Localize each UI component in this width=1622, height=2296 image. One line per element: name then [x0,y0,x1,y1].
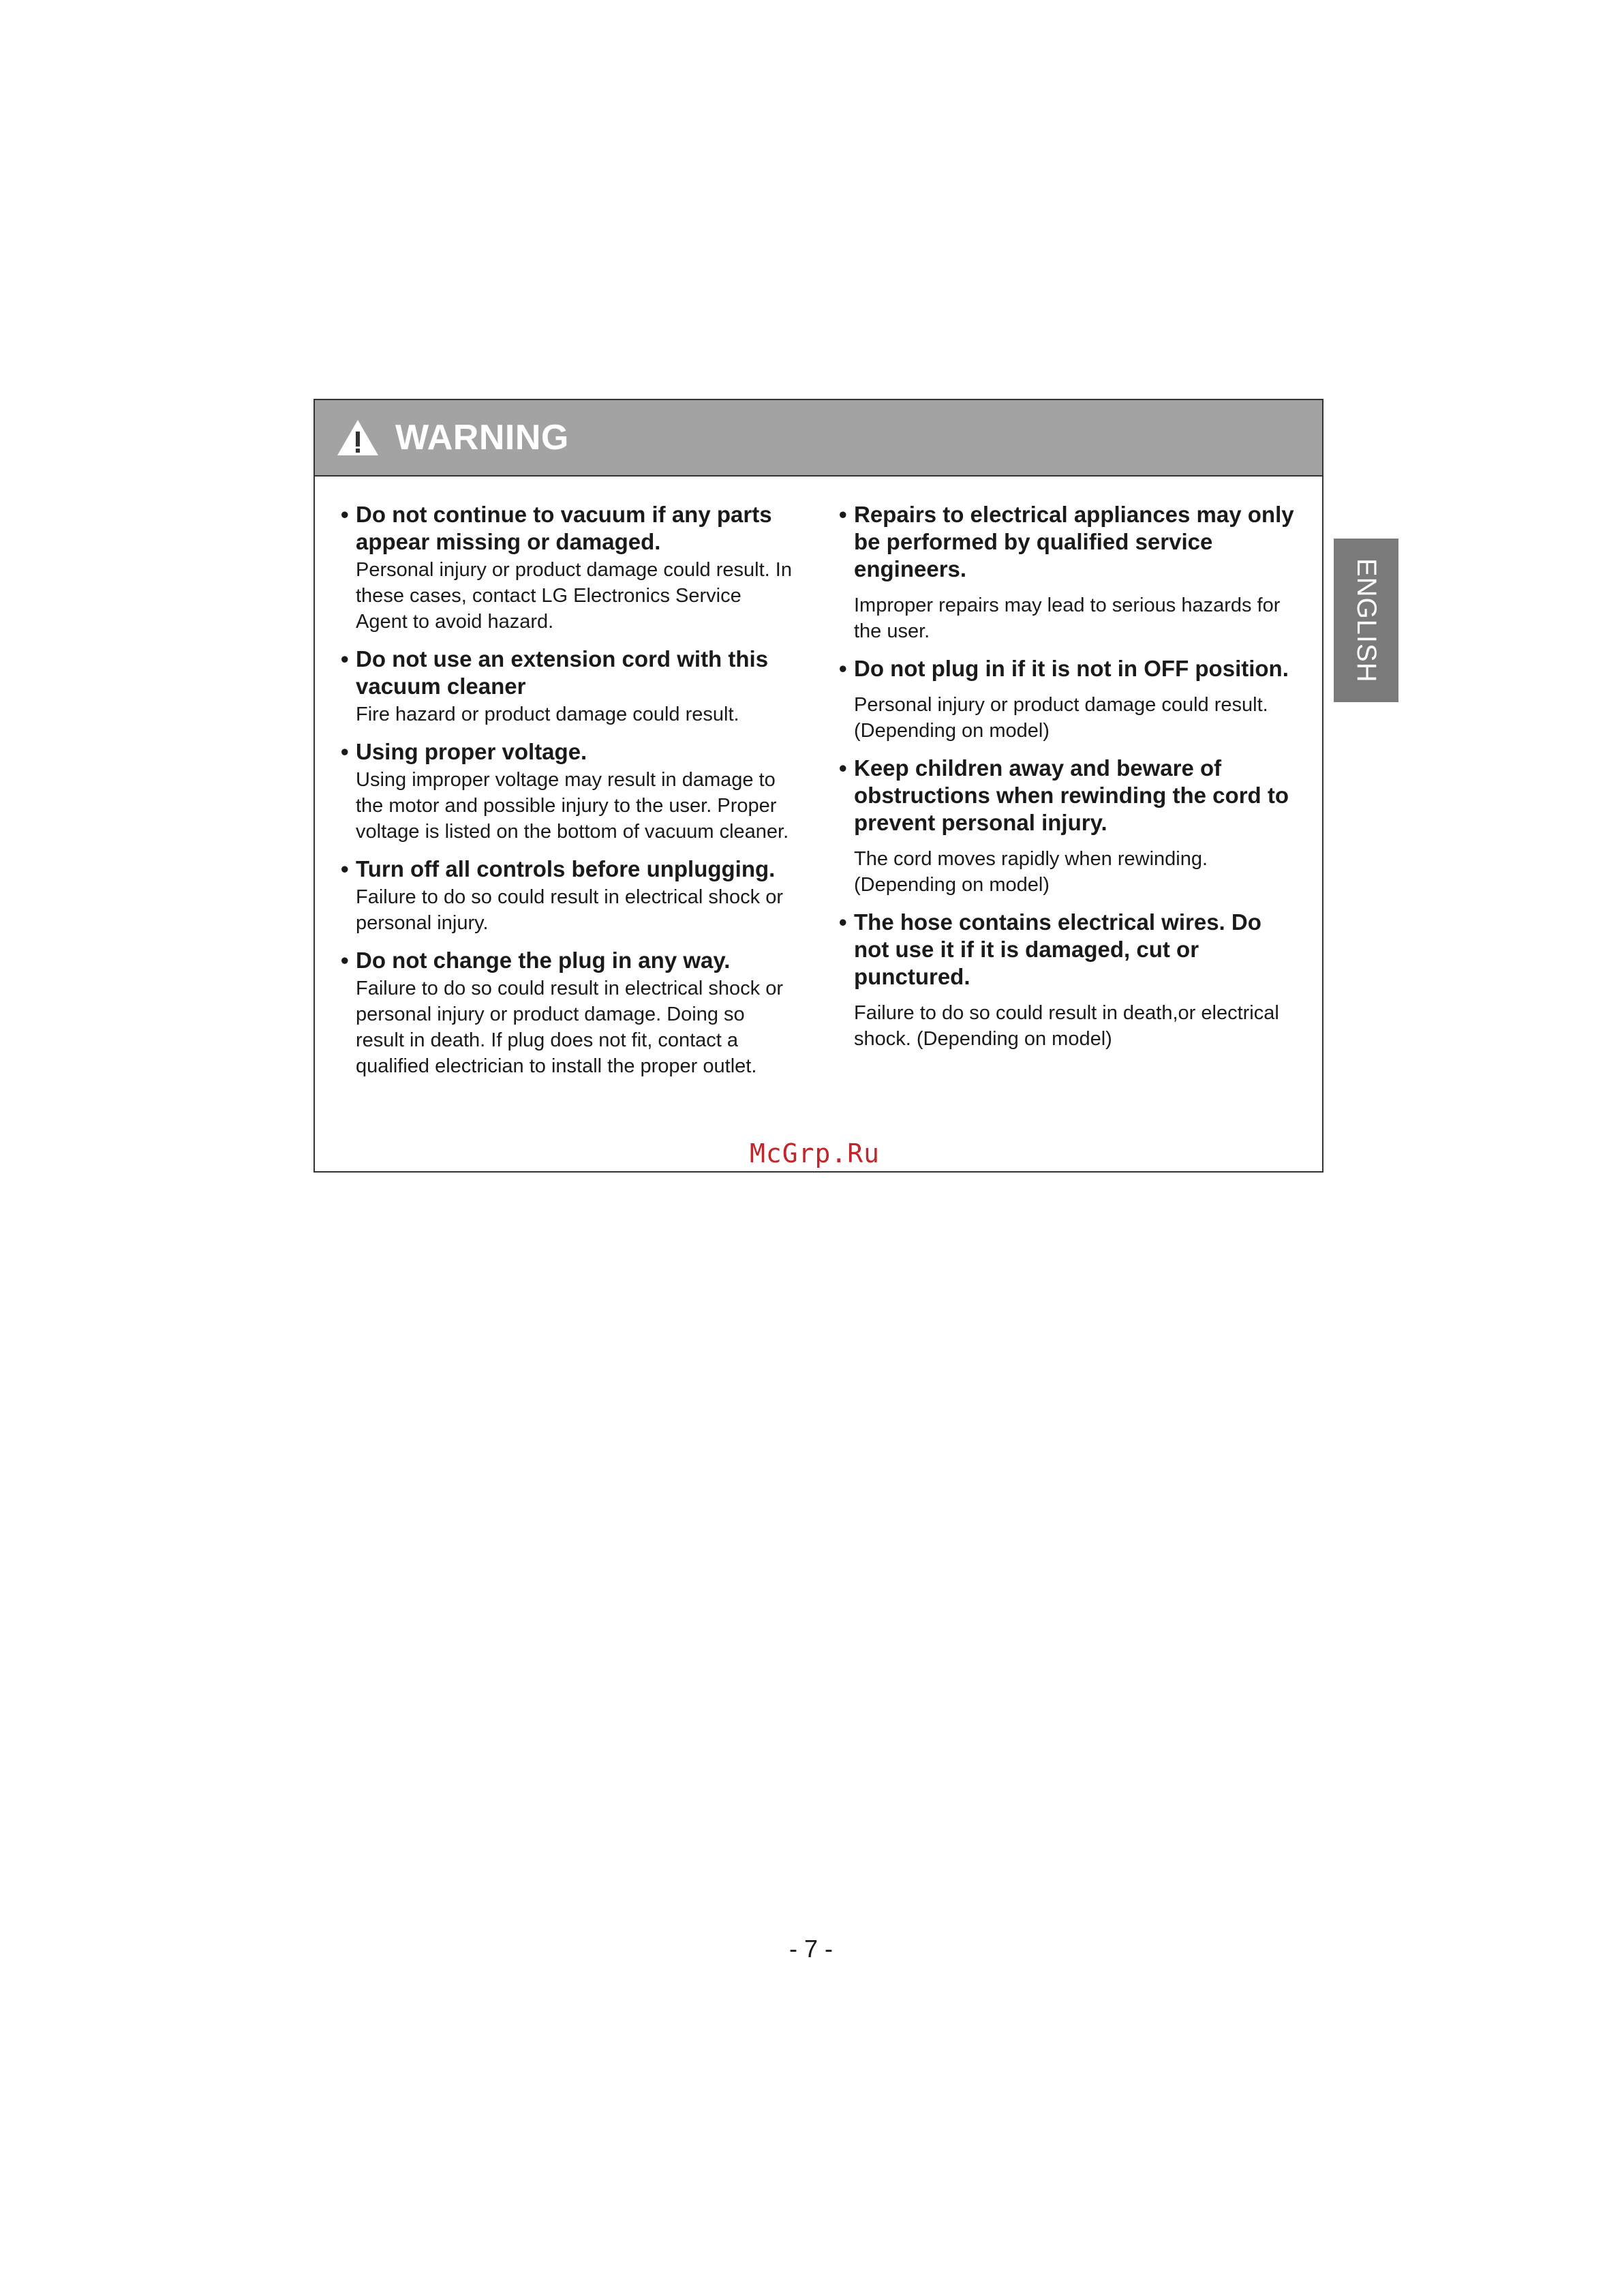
warning-title: WARNING [395,418,569,457]
warning-item-body: Failure to do so could result in electrical shock or personal injury. [356,886,784,934]
warning-item-body: Improper repairs may lead to serious hazards for the user. [854,594,1281,642]
watermark: McGrp.Ru [750,1138,881,1168]
warning-item-heading: • Keep children away and beware of obstructions when rewinding the cord to prevent personal injury. [839,755,1302,836]
warning-item [839,501,1302,644]
warning-item-body: Personal injury or product damage could result. In these cases, contact LG Electronics Service Agent to avoid hazard. [356,559,792,633]
warning-item-heading: • Do not use an extension cord with this vacuum cleaner [341,646,794,700]
warning-item-heading: • Using proper voltage. [341,738,794,766]
warning-item-body: Personal injury or product damage could result. (Depending on model) [854,694,1268,742]
warning-item-heading: • Turn off all controls before unplugging. [341,856,794,883]
warning-item [839,655,1302,744]
warning-item [341,501,794,635]
warning-item [341,856,794,936]
warning-item [839,755,1302,898]
warning-item [341,646,794,727]
warning-item-body: Using improper voltage may result in damage to the motor and possible injury to the user. Proper voltage is listed on the bottom of vacuum cleaner. [356,769,789,843]
warning-item-heading: • Repairs to electrical appliances may only be performed by qualified service engineers. [839,501,1302,583]
right-column [821,501,1302,1090]
warning-header [315,400,1322,477]
warning-item-heading: • Do not plug in if it is not in OFF position. [839,655,1302,682]
warning-box [313,399,1323,1173]
warning-item [341,738,794,845]
warning-item-heading: • Do not continue to vacuum if any parts appear missing or damaged. [341,501,794,556]
warning-triangle-icon [335,418,380,457]
page-number: - 7 - [789,1935,833,1963]
warning-item-heading: • Do not change the plug in any way. [341,947,794,974]
warning-item-body: The cord moves rapidly when rewinding. (Depending on model) [854,848,1208,896]
warning-item-heading: • The hose contains electrical wires. Do not use it if it is damaged, cut or punctured. [839,909,1302,991]
language-tab-label: ENGLISH [1351,558,1381,683]
warning-item [341,947,794,1079]
warning-item-body: Failure to do so could result in electrical shock or personal injury or product damage. Doing so result in death. If plug does not fit, contact a qualified electrician to install the proper outlet. [356,978,784,1077]
warning-columns [341,501,1302,1090]
language-tab [1334,539,1398,702]
left-column [341,501,821,1090]
warning-item-body: Failure to do so could result in death,or electrical shock. (Depending on model) [854,1002,1279,1050]
warning-item [839,909,1302,1052]
warning-item-body: Fire hazard or product damage could result. [356,704,739,725]
